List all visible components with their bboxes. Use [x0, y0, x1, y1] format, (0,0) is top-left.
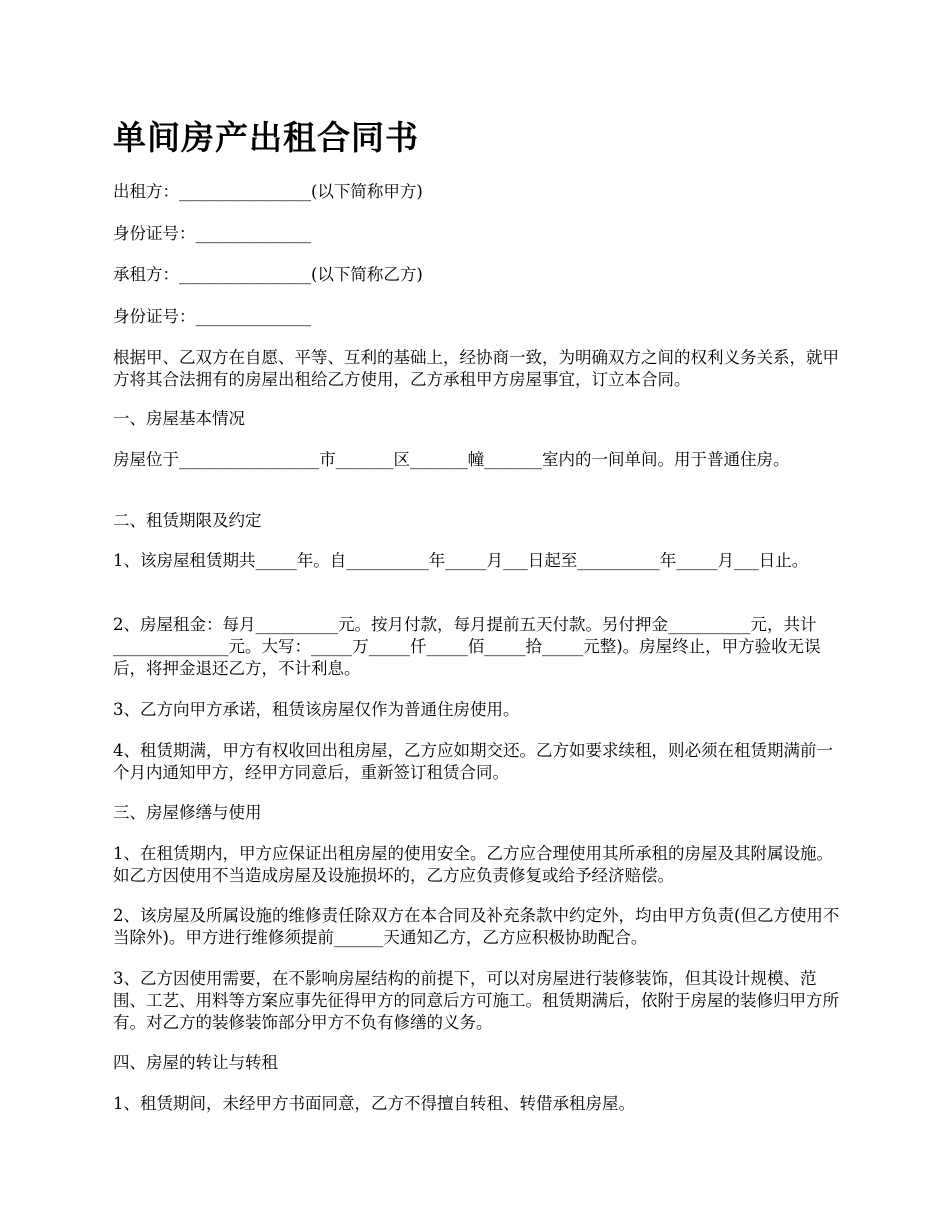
section-heading-1: 一、房屋基本情况 [113, 409, 245, 428]
lessee-field: 承租方：________________(以下简称乙方) [113, 265, 423, 284]
clause-maintenance: 2、该房屋及所属设施的维修责任除双方在本合同及补充条款中约定外，均由甲方负责(但乙方使用不当除外)。甲方进行维修须提前______天通知乙方，乙方应积极协助配合。 [113, 906, 840, 947]
clause-safety: 1、在租赁期内，甲方应保证出租房屋的使用安全。乙方应合理使用其所承租的房屋及其附属设施。如乙方因使用不当造成房屋及设施损坏的，乙方应负责修复或给予经济赔偿。 [113, 844, 833, 885]
clause-rent: 2、房屋租金：每月__________元。按月付款，每月提前五天付款。另付押金__________元，共计______________元。大写：_____万_____仟_____佰_____拾_____元整)。房屋终止，甲方验收无误后，将押金退还乙方，不计利息。 [113, 615, 821, 678]
lessor-field: 出租方：________________(以下简称甲方) [113, 182, 423, 201]
clause-renovation: 3、乙方因使用需要，在不影响房屋结构的前提下，可以对房屋进行装修装饰，但其设计规模、范围、工艺、用料等方案应事先征得甲方的同意后方可施工。租赁期满后，依附于房屋的装修归甲方所有。对乙方的装修装饰部分甲方不负有修缮的义务。 [113, 969, 839, 1032]
section-heading-3: 三、房屋修缮与使用 [113, 803, 262, 822]
lessee-id-field: 身份证号：______________ [113, 307, 311, 326]
clause-residential-use: 3、乙方向甲方承诺，租赁该房屋仅作为普通住房使用。 [113, 700, 520, 719]
document-title: 单间房产出租合同书 [113, 118, 419, 157]
lessor-id-field: 身份证号：______________ [113, 224, 311, 243]
clause-property-location: 房屋位于_________________市_______区_______幢_______室内的一间单间。用于普通住房。 [113, 450, 790, 469]
preamble-paragraph: 根据甲、乙双方在自愿、平等、互利的基础上，经协商一致，为明确双方之间的权利义务关系，就甲方将其合法拥有的房屋出租给乙方使用，乙方承租甲方房屋事宜，订立本合同。 [113, 348, 839, 389]
section-heading-4: 四、房屋的转让与转租 [113, 1053, 278, 1072]
clause-lease-term: 1、该房屋租赁期共_____年。自__________年_____月___日起至__________年_____月___日止。 [113, 551, 809, 570]
section-heading-2: 二、租赁期限及约定 [113, 511, 262, 530]
clause-sublet: 1、租赁期间，未经甲方书面同意，乙方不得擅自转租、转借承租房屋。 [113, 1094, 635, 1113]
clause-lease-expiry: 4、租赁期满，甲方有权收回出租房屋，乙方应如期交还。乙方如要求续租，则必须在租赁期满前一个月内通知甲方，经甲方同意后，重新签订租赁合同。 [113, 741, 833, 782]
